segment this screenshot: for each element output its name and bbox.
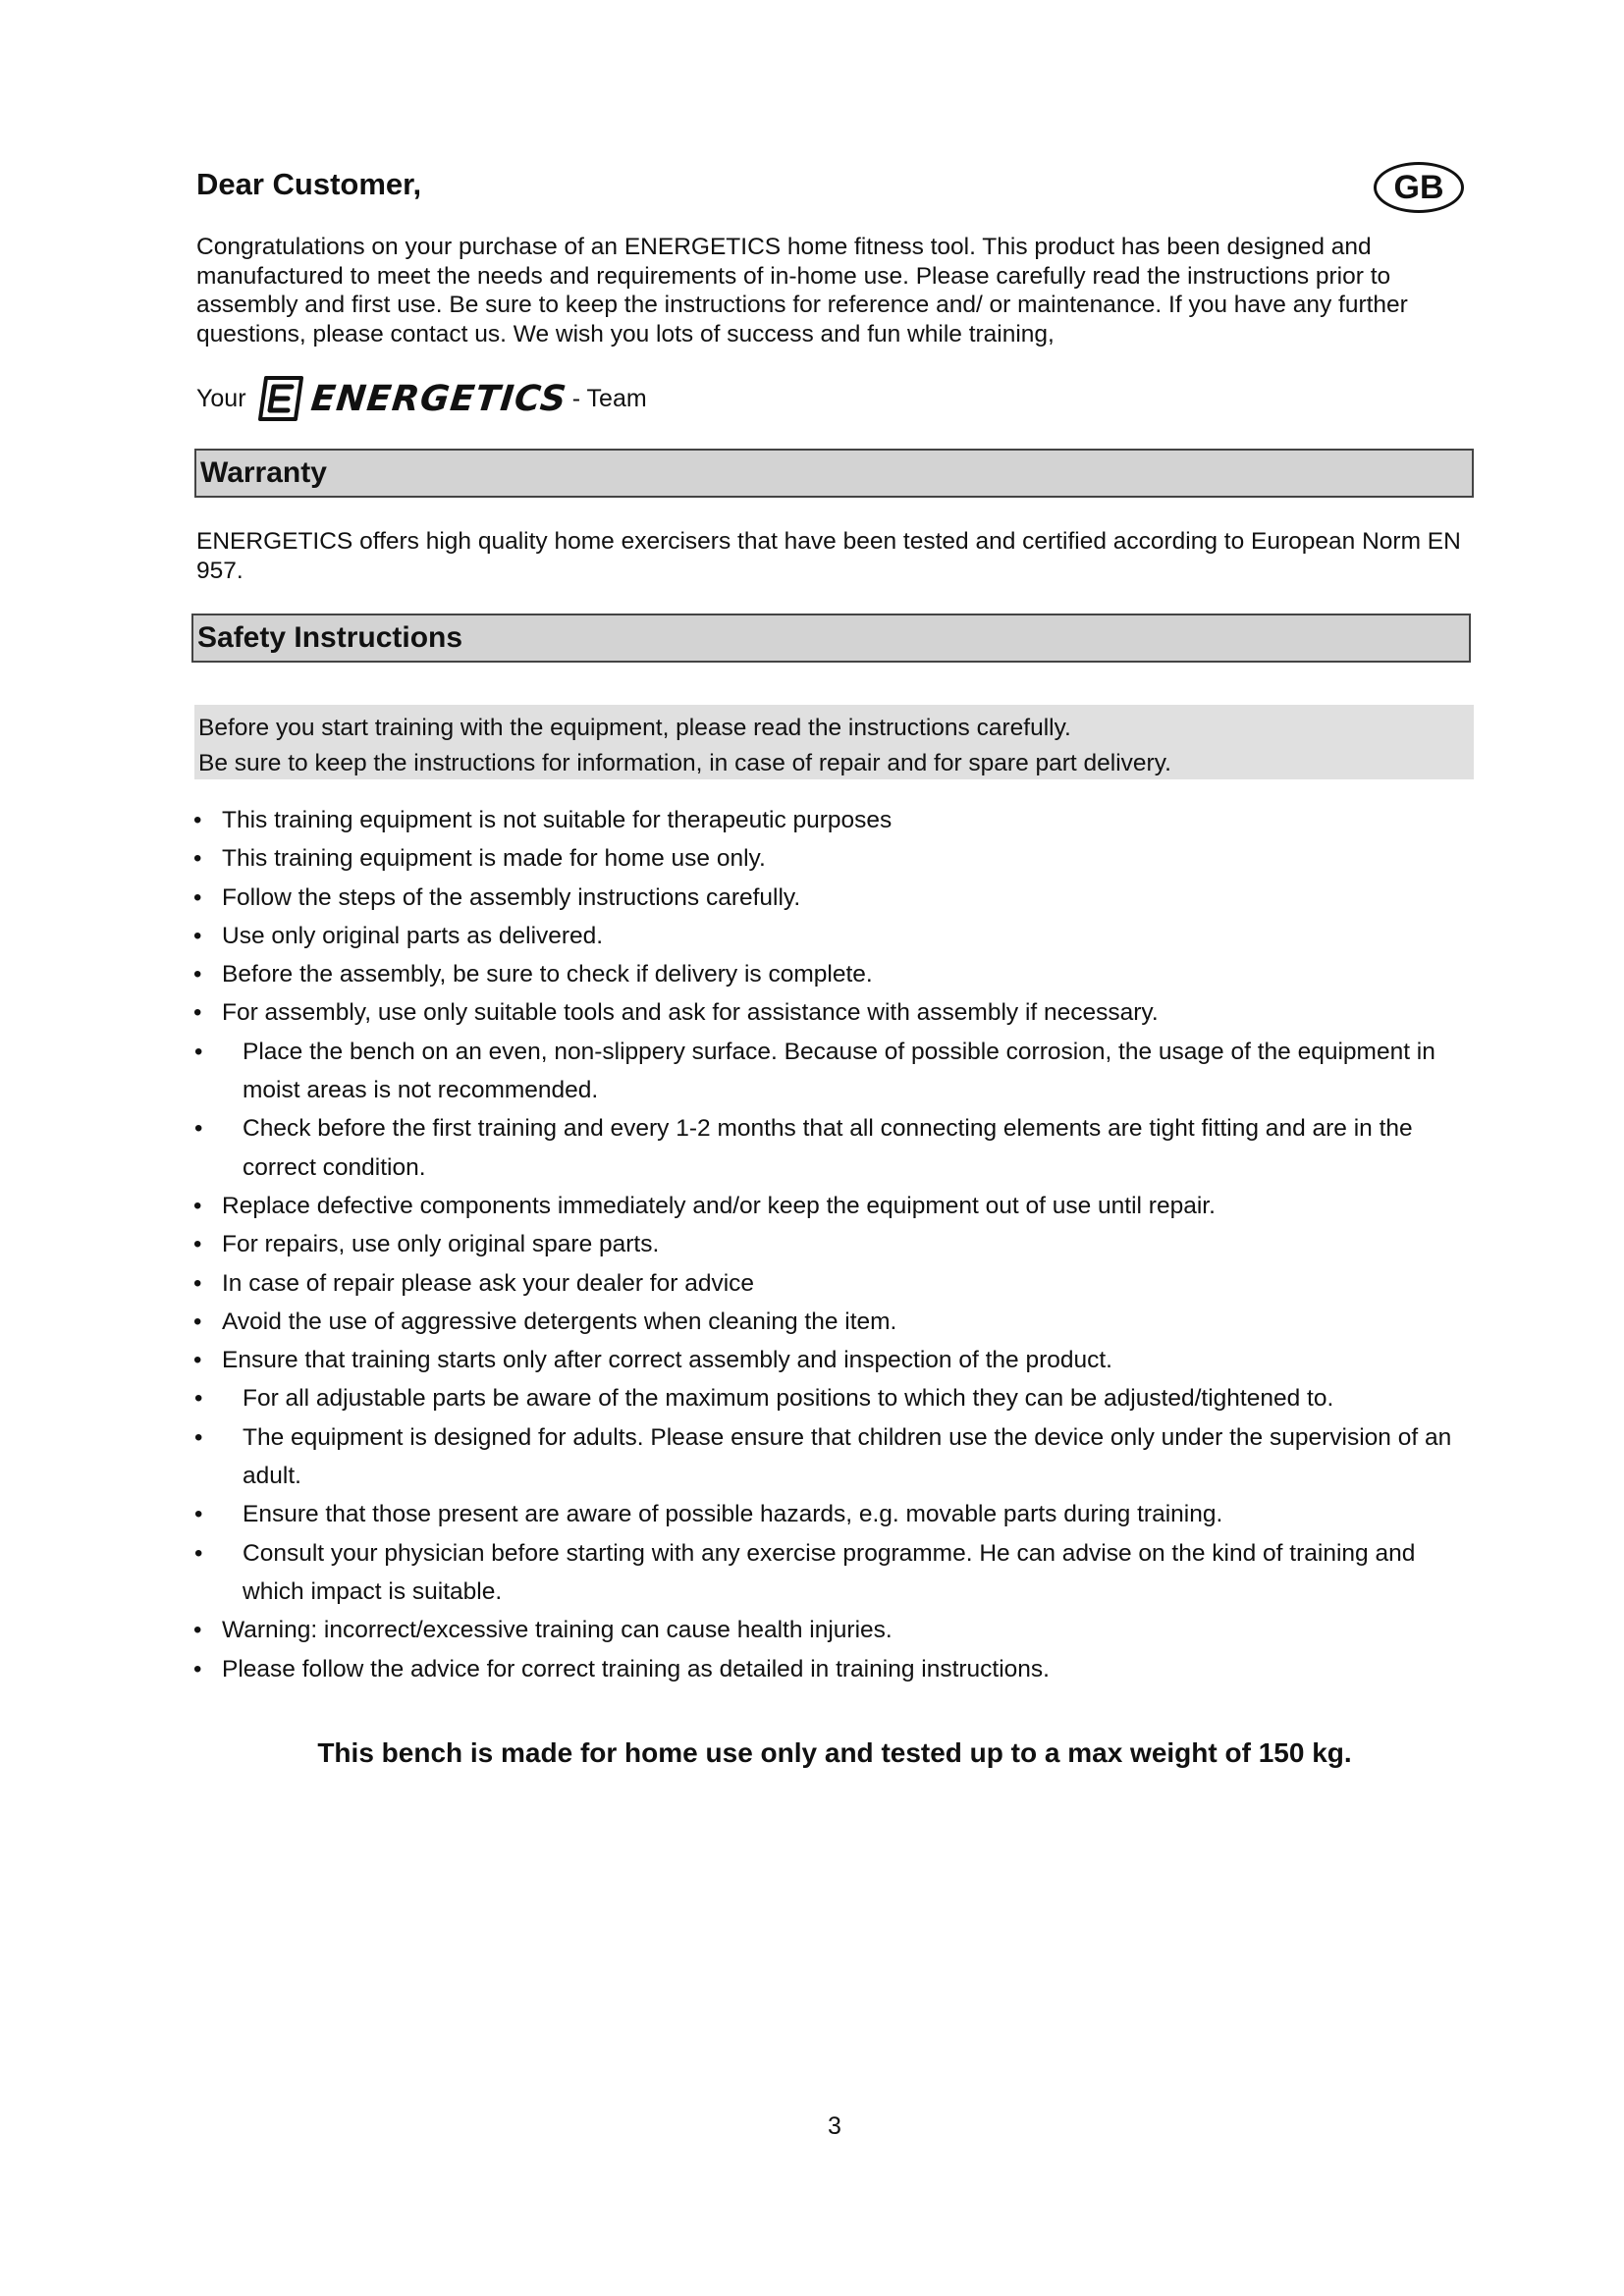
bullet-icon: • <box>193 883 202 911</box>
notice-line: Be sure to keep the instructions for information, in case of repair and for spare part delivery. <box>198 750 1171 776</box>
list-item <box>0 801 1483 839</box>
list-item <box>0 993 1483 1032</box>
safety-instructions-list <box>0 801 1624 1688</box>
bullet-icon: • <box>193 1617 202 1644</box>
list-item <box>0 1341 1483 1379</box>
greeting-heading: Dear Customer, <box>196 167 422 201</box>
list-item <box>0 1225 1483 1263</box>
bullet-icon: • <box>193 922 202 949</box>
safety-notice-box <box>194 705 1474 779</box>
list-item <box>0 1264 1483 1303</box>
list-item-text: Check before the first training and every 1-2 months that all connecting elements are tight fitting and are in the correct condition. <box>243 1115 1413 1181</box>
bullet-icon: • <box>194 1501 203 1528</box>
language-badge: GB <box>1374 162 1464 213</box>
intro-paragraph: Congratulations on your purchase of an ENERGETICS home fitness tool. This product has been designed and manufactured to meet the needs and requirements of in-home use. Please carefully read the instructions prior to assembly and first use. Be sure to keep the instructions for reference and/ or maintenance. If you have any further questions, please contact us. We wish you lots of success and fun while training, <box>196 234 1408 347</box>
list-item-text: For all adjustable parts be aware of the maximum positions to which they can be adjusted/tightened to. <box>243 1385 1334 1413</box>
list-item-text: The equipment is designed for adults. Please ensure that children use the device only under the supervision of an adult. <box>243 1423 1452 1490</box>
bullet-icon: • <box>193 1308 202 1335</box>
bullet-icon: • <box>193 1655 202 1682</box>
list-item-text: Replace defective components immediately and/or keep the equipment out of use until repair. <box>222 1192 1216 1219</box>
list-item-text: Follow the steps of the assembly instructions carefully. <box>222 883 801 911</box>
list-item <box>0 1611 1483 1649</box>
safety-heading: Safety Instructions <box>191 614 1471 663</box>
list-item <box>0 839 1483 878</box>
bullet-icon: • <box>193 1347 202 1374</box>
brand-wordmark: ENERGETICS <box>308 378 568 419</box>
list-item <box>0 1650 1483 1688</box>
list-item-text: In case of repair please ask your dealer for advice <box>222 1269 755 1297</box>
bullet-icon: • <box>193 845 202 873</box>
list-item <box>0 1187 1483 1225</box>
list-item-text: Avoid the use of aggressive detergents when cleaning the item. <box>222 1308 897 1335</box>
bullet-icon: • <box>194 1038 203 1065</box>
energetics-logo <box>256 374 567 423</box>
signature-prefix: Your <box>196 384 246 412</box>
list-item <box>0 955 1483 993</box>
list-item <box>0 917 1483 955</box>
list-item <box>0 1534 1483 1612</box>
list-item-text: Place the bench on an even, non-slippery surface. Because of possible corrosion, the usage of the equipment in moist areas is not recommended. <box>243 1038 1435 1104</box>
bullet-icon: • <box>193 999 202 1027</box>
list-item <box>0 1109 1483 1187</box>
bullet-icon: • <box>193 1269 202 1297</box>
list-item-text: Please follow the advice for correct training as detailed in training instructions. <box>222 1655 1050 1682</box>
bullet-icon: • <box>193 1192 202 1219</box>
list-item-text: This training equipment is made for home use only. <box>222 845 766 873</box>
list-item-text: Ensure that those present are aware of possible hazards, e.g. movable parts during training. <box>243 1501 1223 1528</box>
bullet-icon: • <box>194 1385 203 1413</box>
warranty-heading: Warranty <box>194 449 1474 498</box>
list-item-text: For assembly, use only suitable tools and ask for assistance with assembly if necessary. <box>222 999 1159 1027</box>
list-item-text: Before the assembly, be sure to check if delivery is complete. <box>222 961 873 988</box>
list-item <box>0 1418 1483 1496</box>
max-weight-note: This bench is made for home use only and tested up to a max weight of 150 kg. <box>317 1737 1352 1768</box>
list-item-text: Warning: incorrect/excessive training can cause health injuries. <box>222 1617 893 1644</box>
signature-line <box>196 369 647 428</box>
bullet-icon: • <box>193 807 202 833</box>
bullet-icon: • <box>194 1115 203 1143</box>
bullet-icon: • <box>193 1231 202 1258</box>
bullet-icon: • <box>194 1423 203 1451</box>
list-item-text: Ensure that training starts only after correct assembly and inspection of the product. <box>222 1347 1112 1374</box>
list-item <box>0 1033 1483 1110</box>
page-number: 3 <box>828 2112 841 2140</box>
signature-suffix: - Team <box>571 384 647 412</box>
warranty-text: ENERGETICS offers high quality home exercisers that have been tested and certified according to European Norm EN 957. <box>196 528 1461 584</box>
list-item <box>0 1495 1483 1533</box>
list-item-text: Consult your physician before starting with any exercise programme. He can advise on the kind of training and which impact is suitable. <box>243 1539 1416 1605</box>
list-item <box>0 1303 1483 1341</box>
list-item-text: Use only original parts as delivered. <box>222 922 604 949</box>
list-item <box>0 1379 1483 1417</box>
bullet-icon: • <box>194 1539 203 1567</box>
notice-line: Before you start training with the equipment, please read the instructions carefully. <box>198 715 1071 741</box>
list-item-text: For repairs, use only original spare parts. <box>222 1231 660 1258</box>
list-item <box>0 879 1483 917</box>
bullet-icon: • <box>193 961 202 988</box>
list-item-text: This training equipment is not suitable for therapeutic purposes <box>222 807 893 833</box>
energetics-e-icon <box>256 374 305 423</box>
